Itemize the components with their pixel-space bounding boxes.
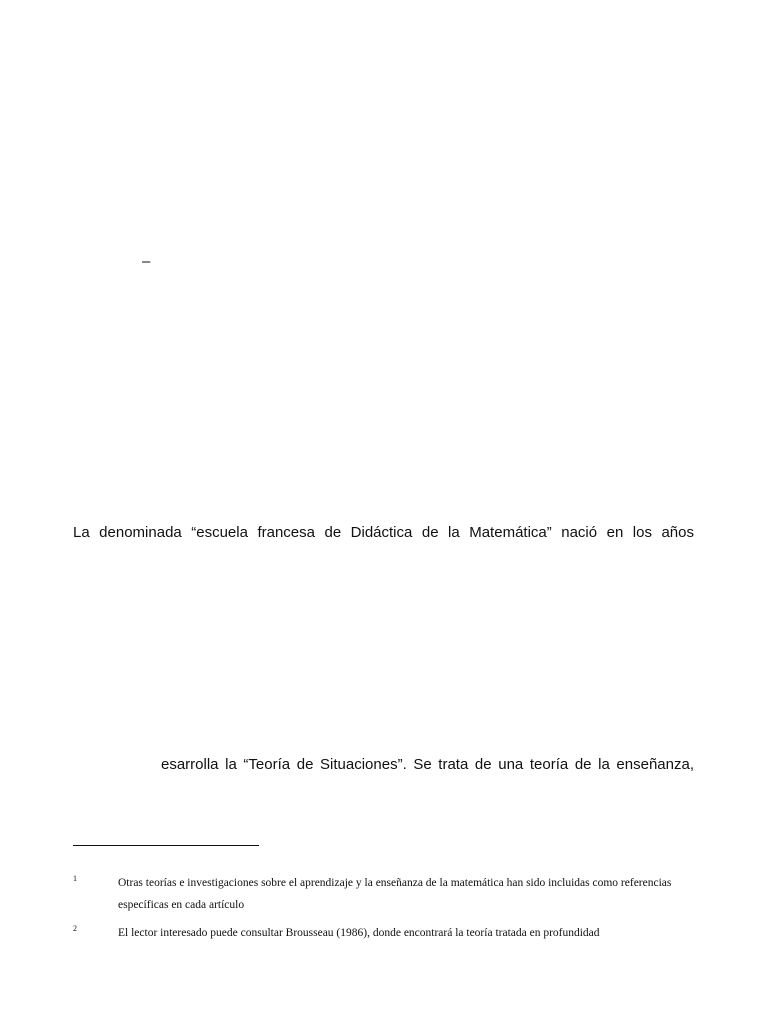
footnote-text: Otras teorías e investigaciones sobre el aprendizaje y la enseñanza de la matemática han sido incluidas como referencias específicas en cada artículo xyxy=(118,877,672,911)
dash-mark: – xyxy=(142,253,151,270)
body-text-line: esarrolla la “Teoría de Situaciones”. Se trata de una teoría de la enseñanza, xyxy=(161,756,694,773)
body-text-line: La denominada “escuela francesa de Didáctica de la Matemática” nació en los años xyxy=(73,524,694,541)
footnote-separator xyxy=(73,845,259,846)
footnote-number: 1 xyxy=(73,874,77,883)
footnote-number: 2 xyxy=(73,924,77,933)
footnote-text: El lector interesado puede consultar Brousseau (1986), donde encontrará la teoría tratada en profundidad xyxy=(118,927,600,939)
